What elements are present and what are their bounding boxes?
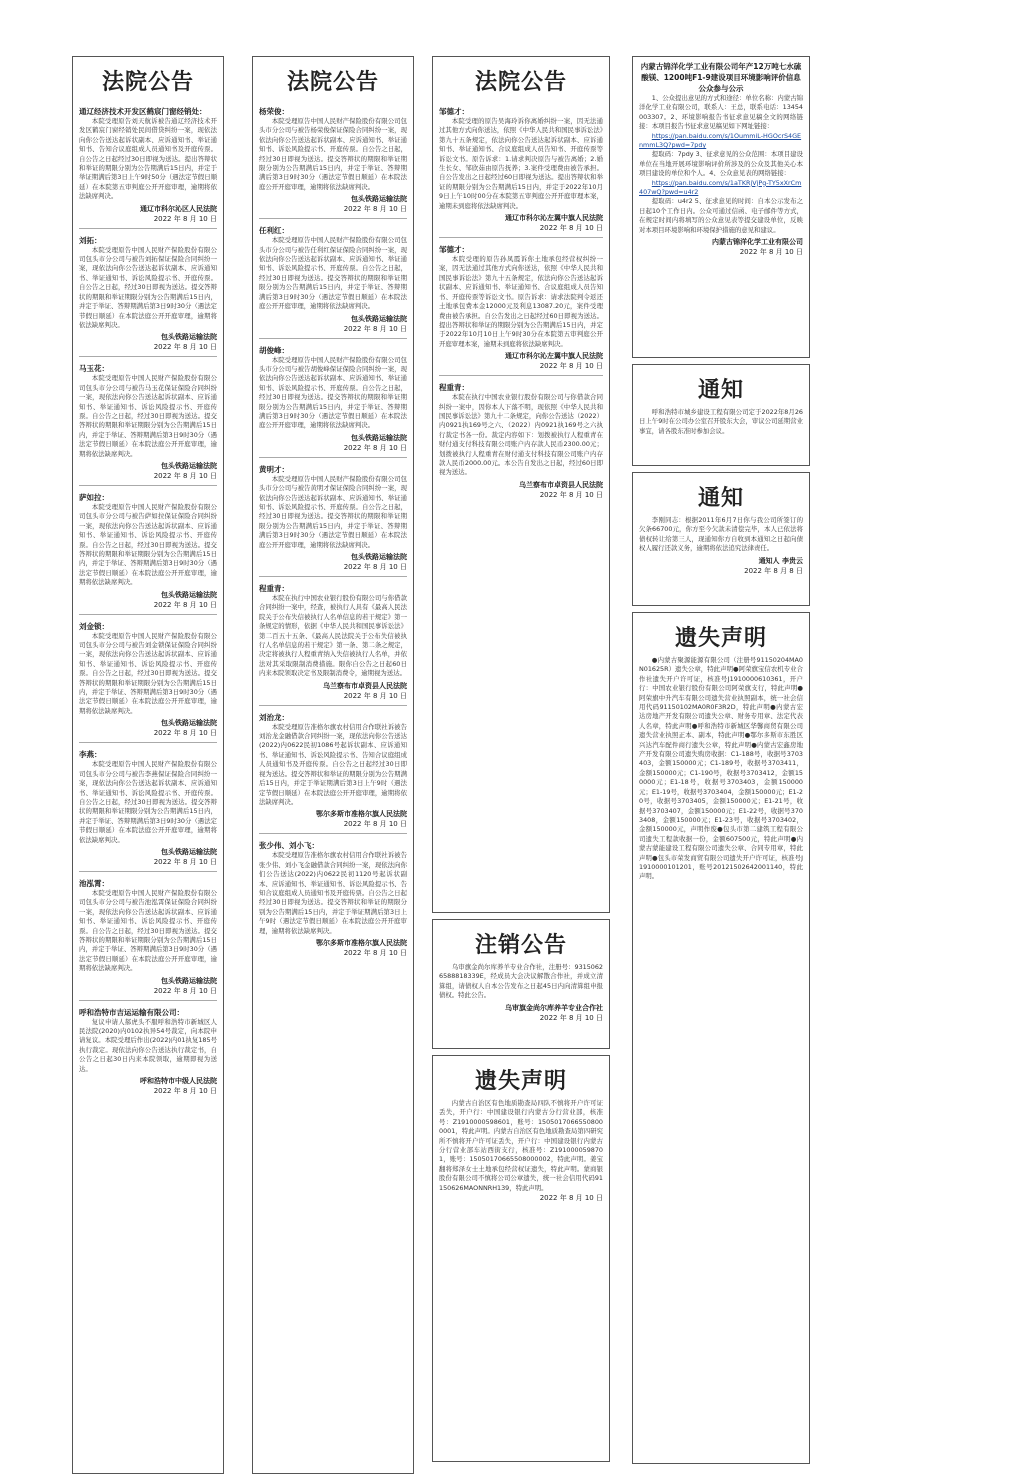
section-title: 法院公告 (101, 69, 194, 95)
notice-body: 提取码：u4r2 5、征求意见的时间：自本公示发布之日起10个工作日内。公众可通过信函、电子邮件等方式，在规定时间内将填写的公众意见表等提交建设单位，反映对本项目环境影响和环境保护措施的意见和建议。 (639, 197, 803, 234)
notice-recipient: 邹德才： (439, 107, 469, 116)
notice-signature: 包头铁路运输法院 (351, 553, 407, 561)
notice-recipient: 刘拓： (79, 235, 102, 245)
notice-item (253, 833, 413, 958)
notice-recipient: 刘治龙： (259, 712, 289, 722)
notice-date: 2022 年 8 月 10 日 (343, 820, 407, 829)
section-title: 法院公告 (286, 69, 379, 95)
download-link[interactable]: https://pan.baidu.com/s/1aTKRjVjPg-TY5xXrCm407wQ?pwd=u4r2 (639, 178, 802, 197)
notice-item (253, 218, 413, 333)
notice-recipient: 任利红： (259, 226, 289, 236)
column-4 (632, 56, 810, 1470)
notice-body: 本院受理的原告孙凤霞诉你土地承包经营权纠纷一案，因无法通过其他方式向你送达，依照《中华人民共和国民事诉讼法》第九十五条规定，依法向你公告送达起诉状副本、应诉通知书、举证通知书、合议庭组成人员告知书、开庭传票等诉讼文书。原告诉求：请求法院判令返还土地承包费本金12000元及利息13087.20元，案件受理费由被告承担。自公告发出之日起经过60日即视为送达。提出答辩状和举证的期限分别为公告期满后15日内，并定于2022年10月10日上午9时30分在本院第五审判庭公开开庭审理本案，逾期未到庭将依法缺席判决。 (439, 255, 603, 348)
notice-signature: 鄂尔多斯市准格尔旗人民法院 (316, 810, 407, 819)
notice-signature: 通辽市科尔沁左翼中旗人民法院 (505, 352, 603, 361)
notice-signature: 包头铁路运输法院 (161, 719, 217, 728)
notice-signature: 呼和浩特市中级人民法院 (140, 1077, 217, 1086)
divider (79, 614, 217, 615)
notice-signature: 鄂尔多斯市准格尔旗人民法院 (316, 938, 407, 947)
notice-item (73, 228, 223, 353)
notice-item (253, 106, 413, 214)
notice-item (253, 338, 413, 453)
notice-date: 2022 年 8 月 10 日 (343, 948, 407, 957)
notice-date: 2022 年 8 月 10 日 (343, 563, 407, 571)
notice-recipient: 程重青： (439, 383, 469, 393)
notice-item (253, 576, 413, 701)
notice-date: 2022 年 8 月 10 日 (153, 986, 217, 995)
notice-box-1 (632, 364, 810, 466)
notice-recipient: 杨荣俊： (259, 107, 289, 116)
column-3 (432, 56, 610, 1468)
notice-recipient: 李燕： (79, 750, 102, 760)
notice-item (73, 1000, 223, 1096)
notice-signature: 包头铁路运输法院 (351, 314, 407, 323)
divider (259, 338, 407, 339)
divider (439, 237, 603, 238)
divider (259, 457, 407, 458)
download-link[interactable]: https://pan.baidu.com/s/1OummiL-HGOcrS4GEnmmL3Q?pwd=7pdy (639, 131, 802, 150)
notice-recipient: 马玉花： (79, 364, 109, 374)
notice-date: 2022 年 8 月 10 日 (539, 490, 603, 499)
notice-body: 复议申请人郝虎头不服呼和浩特市新城区人民法院(2020)内0102执异54号裁定，向本院申请复议。本院受理后作出(2022)内01执复185号执行裁定。现依法向你公告送达执行裁定书，自公告之日起30日内来本院领取，逾期即视为送达。 (79, 1017, 217, 1073)
notice-item (73, 614, 223, 739)
divider (259, 833, 407, 834)
divider (79, 485, 217, 486)
notice-body: 内蒙古自治区有色地质勘查局四队不慎将开户许可证丢失，开户行：中国建设银行内蒙古分行营业部，核准号：Z1910000598601，账号：15050170665508000001，特此声明。内蒙古自治区有色地质勘查局第四研究所不慎将开户许可证丢失，开户行：中国建设银行内蒙古分行营业部车站西街支行，核准号：Z1910000598701，账号：15050170665508000002，特此声明。姜宝翻将郑泽女士土地承包经营权证遗失，特此声明。蒙商银股份有限公司不慎将公司公章遗失，统一社会信用代码91150626MAONNRH139，特此声明。 (439, 1099, 603, 1192)
notice-body: 提取码：7pdy 3、征求意见的公众范围：本项目建设单位在当地开展环境影响评价所涉及的公众及其他关心本项目建设的单位和个人。4、公众意见表的网络链接： (639, 150, 803, 178)
notice-signature: 乌审旗金尚尔库养羊专业合作社 (505, 1003, 603, 1012)
notice-body: 乌审旗金尚尔库养羊专业合作社，注册号：93150626588818339E，经成员大会决议解散合作社，并成立清算组，请债权人自本公告发布之日起45日内向清算组申报债权。特此公告。 (439, 963, 603, 1000)
notice-body: 本院受理原告准格尔旗农村信用合作联社诉被告张少伟、刘小飞金融借款合同纠纷一案，现依法向你们公告送达(2022)内0622民初1120号起诉状副本、应诉通知书、举证通知书、诉讼风险提示书、告知合议庭组成人员通知书及开庭传票。自公告之日起经过30日即视为送达。提交答辩状和举证的期限分别为公告期满后15日内，并定于举证期满后第3日上午9时（遇法定节假日顺延）在本院法庭公开开庭审理，逾期将依法缺席判决。 (259, 851, 407, 935)
column-court-notices-1 (72, 56, 224, 1474)
notice-item (73, 742, 223, 867)
notice-date: 2022 年 8 月 10 日 (153, 214, 217, 223)
notice-signature: 包头铁路运输法院 (161, 847, 217, 856)
lost-notice-box (632, 612, 810, 1464)
notice-signature: 包头铁路运输法院 (351, 195, 407, 204)
section-title: 法院公告 (474, 69, 567, 95)
notice-body: 本院受理原告准格尔旗农村信用合作联社诉被告刘治龙金融借款合同纠纷一案，现依法向你公告送达(2022)内0622民初1086号起诉状副本、应诉通知书、举证通知书、诉讼风险提示书、告知合议庭组成人员通知书及开庭传票。自公告之日起经过30日即视为送达。提交答辩状和举证的期限分别为公告期满后15日内，并定于举证期满后第3日上午9时（遇法定节假日顺延）在本院法庭公开开庭审理，逾期将依法缺席判决。 (259, 722, 407, 806)
notice-date: 2022 年 8 月 10 日 (539, 1194, 603, 1203)
section-title: 遗失声明 (474, 1068, 567, 1094)
notice-item (433, 106, 609, 233)
notice-signature: 包头铁路运输法院 (161, 976, 217, 985)
notice-date: 2022 年 8 月 10 日 (539, 224, 603, 233)
notice-body: 本院受理原告中国人民财产保险股份有限公司包头市分公司与被告马玉花保证保险合同纠纷一案，现依法向你公告送达起诉状副本、应诉通知书、举证通知书、诉讼风险提示书、开庭传票。自公告之日起，经过30日即视为送达。提交答辩状的期限和举证期限分别为公告期满后15日内，并定于举证、答辩期满后第3日9时30分（遇法定节假日顺延）在本院法庭公开开庭审理，逾期将依法缺席判决。 (79, 374, 217, 458)
notice-recipient: 张少伟、刘小飞： (259, 841, 319, 851)
notice-recipient: 池泓霄： (79, 878, 109, 888)
notice-date: 2022 年 8 月 10 日 (153, 729, 217, 738)
notice-date: 2022 年 8 月 10 日 (153, 471, 217, 480)
notice-date: 2022 年 8 月 8 日 (744, 566, 803, 575)
notice-recipient: 程重青： (259, 584, 289, 593)
notice-list (433, 106, 609, 500)
notice-signature: 乌兰察布市卓资县人民法院 (519, 480, 603, 489)
notice-item (73, 871, 223, 996)
notice-list (253, 106, 413, 958)
divider (79, 1000, 217, 1001)
notice-body: 本院受理原告刘天航诉被告通辽经济技术开发区鹤宸门窗经销处民间借贷纠纷一案，现依法向你公告送达起诉状副本、应诉通知书、举证通知书、告知合议庭组成人员通知书及开庭传票。自公告之日起经过30日即视为送达。提出答辩状和举证的期限分别为公告期满后15日内，并定于举证期满后第3日上午9时50分（遇法定节假日顺延）在本院第五审判庭公开开庭审理，逾期将依法缺席判决。 (79, 117, 217, 201)
notice-body: 本院受理原告中国人民财产保险股份有限公司包头市分公司与被告胡俊峰保证保险合同纠纷一案，现依法向你公告送达起诉状副本、应诉通知书、举证通知书、诉讼风险提示书、开庭传票。自公告之日起，经过30日即视为送达。提交答辩状的期限和举证期限分别为公告期满后15日内，并定于举证、答辩期满后第3日9时30分（遇法定节假日顺延）在本院法庭公开开庭审理，逾期将依法缺席判决。 (259, 355, 407, 430)
notice-body: 本院受理原告中国人民财产保险股份有限公司包头市分公司与被告刘金锁保证保险合同纠纷一案，现依法向你公告送达起诉状副本、应诉通知书、举证通知书、诉讼风险提示书、开庭传票。自公告之日起，经过30日即视为送达。提交答辩状的期限和举证期限分别为公告期满后15日内，并定于举证、答辩期满后第3日9时30分（遇法定节假日顺延）在本院法庭公开开庭审理，逾期将依法缺席判决。 (79, 631, 217, 715)
notice-body: ●内蒙古聚源能源有限公司（注册号91150204MA0N01625R）遗失公章，特此声明●阿荣旗宝信农机专业合作社遗失开户许可证，核准号J1910000610361，开户行：中国农业银行股份有限公司阿荣旗支行，特此声明●阿荣旗中升汽车有限公司遗失营业执照副本，统一社会信用代码91150102MA0R0F3R2D，特此声明●内蒙古宏达房地产开发有限公司遗失公章、财务专用章、法定代表人名章，特此声明●呼和浩特市新城区华馨商贸有限公司遗失营业执照正本、副本，特此声明●鄂尔多斯市东胜区兴达汽车配件商行遗失公章，特此声明●内蒙古宏鑫房地产开发有限公司遗失购房收据：C1-188号，收据号3703403，金额150000元；C1-189号，收据号3703411，金额150000元；C1-190号，收据号3703412，金额150000元；E1-18号，收据号3703403，金额150000元；E1-19号，收据号3703404，金额150000元；E1-20号，收据号3703405，金额150000元；E1-21号，收据号3703407，金额150000元；E1-22号，收据号3703408，金额150000元；E1-23号，收据号3703402，金额150000元，声明作废●包头市第二建筑工程有限公司遗失工程款收据一份，金额607500元，特此声明●内蒙古蒙能建设工程有限公司遗失公章、合同专用章，特此声明●包头市荣发商贸有限公司遗失开户许可证，核准号J1910000101201，账号20121502642001140，特此声明。 (639, 656, 803, 881)
notice-body: 本院受理原告中国人民财产保险股份有限公司包头市分公司与被告池泓霄保证保险合同纠纷一案，现依法向你公告送达起诉状副本、应诉通知书、举证通知书、诉讼风险提示书、开庭传票。自公告之日起，经过30日即视为送达。提交答辩状的期限和举证期限分别为公告期满后15日内，并定于举证、答辩期满后第3日9时30分（遇法定节假日顺延）在本院法庭公开开庭审理，逾期将依法缺席判决。 (79, 888, 217, 973)
notice-recipient: 萨如拉： (79, 492, 109, 502)
env-notice-box (632, 56, 810, 358)
notice-item (73, 485, 223, 610)
notice-date: 2022 年 8 月 10 日 (539, 362, 603, 371)
notice-date: 2022 年 8 月 10 日 (343, 691, 407, 700)
notice-signature: 包头铁路运输法院 (161, 461, 217, 470)
notice-recipient: 邹德才： (439, 245, 469, 255)
notice-body: 本院受理原告中国人民财产保险股份有限公司包头市分公司与被告任利红保证保险合同纠纷一案，现依法向你公告送达起诉状副本、应诉通知书、举证通知书、诉讼风险提示书、开庭传票。自公告之日起，经过30日即视为送达。提交答辩状的期限和举证期限分别为公告期满后15日内，并定于举证、答辩期满后第3日9时30分（遇法定节假日顺延）在本院法庭公开开庭审理，逾期将依法缺席判决。 (259, 236, 407, 311)
notice-body: 本院在执行中国农业银行股份有限公司与你借款合同纠纷一案中，经查，被执行人具有《最高人民法院关于公布失信被执行人名单信息的若干规定》第一条规定的情形，依据《中华人民共和国民事诉讼法》第二百五十五条、《最高人民法院关于公布失信被执行人名单信息的若干规定》第一条、第二条之规定，决定将被执行人程重青纳入失信被执行人名单，并依法对其采取限制消费措施。限你自公告之日起60日内来本院领取决定书及限制消费令，逾期视为送达。 (259, 594, 407, 678)
notice-signature: 通辽市科尔沁左翼中旗人民法院 (505, 214, 603, 223)
notice-recipient: 黄明才： (259, 464, 289, 474)
notice-item (253, 705, 413, 830)
notice-list (73, 106, 223, 1096)
notice-signature: 内蒙古锦洋化学工业有限公司 (712, 238, 803, 247)
divider (259, 576, 407, 577)
notice-body: 本院受理的原告吴海玲诉你离婚纠纷一案，因无法通过其他方式向你送达，依照《中华人民共和国民事诉讼法》第九十五条规定，依法向你公告送达起诉状副本、应诉通知书、举证通知书、合议庭组成人员告知书、开庭传票等诉讼文书。原告诉求：1.请求判决原告与被告离婚；2.婚生长女、邹欣茹由原告抚养；3.案件受理费由被告承担。自公告发出之日起经过60日即视为送达。提出答辩状和举证的期限分别为公告期满后15日内，并定于2022年10月9日上午10时00分在本院第五审判庭公开开庭审理本案，逾期未到庭将依法缺席判决。 (439, 117, 603, 210)
divider (259, 705, 407, 706)
section-title: 通知 (697, 377, 744, 403)
notice-item (433, 237, 609, 371)
column-court-notices-2 (252, 56, 414, 1474)
section-title: 注销公告 (474, 932, 567, 958)
lost-notice-box (432, 1055, 610, 1462)
divider (79, 871, 217, 872)
notice-body: 呼和浩特市城乡建设工程有限公司定于2022年8月26日上午9时在公司办公室召开股东大会，审议公司延期营业事宜，请各股东准时参加会议。 (639, 408, 803, 435)
notice-date: 2022 年 8 月 10 日 (343, 324, 407, 333)
divider (79, 742, 217, 743)
notice-body: 本院受理原告中国人民财产保险股份有限公司包头市分公司与被告杨荣俊保证保险合同纠纷一案，现依法向你公告送达起诉状副本、应诉通知书、举证通知书、诉讼风险提示书、开庭传票。自公告之日起，经过30日即视为送达。提交答辩状的期限和举证期限分别为公告期满后15日内，并定于举证、答辩期满后第3日9时30分（遇法定节假日顺延）在本院法庭公开开庭审理，逾期将依法缺席判决。 (259, 117, 407, 191)
notice-recipient: 通辽经济技术开发区鹤宸门窗经销处： (79, 107, 207, 116)
divider (439, 375, 603, 376)
notice-box-2 (632, 472, 810, 606)
notice-date: 2022 年 8 月 10 日 (343, 205, 407, 214)
section-title: 通知 (697, 485, 744, 511)
notice-date: 2022 年 8 月 10 日 (153, 600, 217, 609)
notice-item (73, 106, 223, 224)
notice-heading: 内蒙古锦洋化学工业有限公司年产12万吨七水硫酸镁、1200吨F1-9建设项目环境影响评价信息公众参与公示 (640, 62, 802, 93)
notice-body: 本院受理原告中国人民财产保险股份有限公司包头市分公司与被告黄明才保证保险合同纠纷一案，现依法向你公告送达起诉状副本、应诉通知书、举证通知书、诉讼风险提示书、开庭传票。自公告之日起，经过30日即视为送达。提交答辩状的期限和举证期限分别为公告期满后15日内，并定于举证、答辩期满后第3日9时30分（遇法定节假日顺延）在本院法庭公开开庭审理，逾期将依法缺席判决。 (259, 474, 407, 549)
notice-body: 本院受理原告中国人民财产保险股份有限公司包头市分公司与被告刘拓保证保险合同纠纷一案，现依法向你公告送达起诉状副本、应诉通知书、举证通知书、诉讼风险提示书、开庭传票。自公告之日起，经过30日即视为送达。提交答辩状的期限和举证期限分别为公告期满后15日内，并定于举证、答辩期满后第3日9时30分（遇法定节假日顺延）在本院法庭公开开庭审理，逾期将依法缺席判决。 (79, 245, 217, 329)
notice-recipient: 呼和浩特市吉运运输有限公司： (79, 1007, 184, 1017)
notice-body: 1、公众提出意见的方式和途径：单位名称：内蒙古锦洋化学工业有限公司，联系人：王总，联系电话：13454003307。2、环境影响报告书征求意见稿全文的网络链接：本项目报告书征求意见稿见如下网址链接： (639, 94, 803, 131)
section-title: 遗失声明 (674, 625, 767, 651)
notice-signature: 通辽市科尔沁区人民法院 (140, 204, 217, 213)
notice-signature: 包头铁路运输法院 (161, 590, 217, 599)
notice-item (73, 356, 223, 481)
notice-date: 2022 年 8 月 10 日 (539, 1013, 603, 1022)
notice-date: 2022 年 8 月 10 日 (153, 343, 217, 352)
notice-signature: 通知人 李贵云 (758, 556, 803, 565)
court-notice-box (432, 56, 610, 913)
notice-date: 2022 年 8 月 10 日 (153, 1087, 217, 1096)
notice-body: 本院在执行中国农业银行股份有限公司与你借款合同纠纷一案中，因你本人下落不明，现依照《中华人民共和国民事诉讼法》第九十二条规定，向你公告送达（2022）内0921执169号之六、（2022）内0921执169号之六执行裁定书各一份。裁定内容如下：划拨被执行人程重青在财付通支付科技有限公司账户内存款人民币2300.00元；划拨被执行人程重青在财付通支付科技有限公司账户内存款人民币2000.00元。本公告自发出之日起，经过60日即视为送达。 (439, 393, 603, 477)
divider (259, 218, 407, 219)
notice-signature: 包头铁路运输法院 (351, 433, 407, 442)
notice-date: 2022 年 8 月 10 日 (343, 443, 407, 452)
notice-date: 2022 年 8 月 10 日 (739, 248, 803, 257)
divider (79, 228, 217, 229)
notice-recipient: 胡俊峰： (259, 345, 289, 355)
notice-body: 李刚同志：根据2011年6月7日你与我公司所签订的欠条66700元，你方至今欠款未清偿完毕，本人已依法将债权转让给第三人，现通知你方自收到本通知之日起向债权人履行还款义务，逾期将依法追究法律责任。 (639, 516, 803, 553)
notice-item (433, 375, 609, 500)
notice-recipient: 刘金锁： (79, 621, 109, 631)
cancel-notice-box (432, 919, 610, 1049)
notice-date: 2022 年 8 月 10 日 (153, 857, 217, 866)
notice-body: 本院受理原告中国人民财产保险股份有限公司包头市分公司与被告李燕保证保险合同纠纷一案，现依法向你公告送达起诉状副本、应诉通知书、举证通知书、诉讼风险提示书、开庭传票。自公告之日起，经过30日即视为送达。提交答辩状的期限和举证期限分别为公告期满后15日内，并定于举证、答辩期满后第3日9时30分（遇法定节假日顺延）在本院法庭公开开庭审理，逾期将依法缺席判决。 (79, 760, 217, 844)
notice-signature: 包头铁路运输法院 (161, 333, 217, 342)
divider (79, 356, 217, 357)
notice-body: 本院受理原告中国人民财产保险股份有限公司包头市分公司与被告萨如拉保证保险合同纠纷一案，现依法向你公告送达起诉状副本、应诉通知书、举证通知书、诉讼风险提示书、开庭传票。自公告之日起，经过30日即视为送达。提交答辩状的期限和举证期限分别为公告期满后15日内，并定于举证、答辩期满后第3日9时30分（遇法定节假日顺延）在本院法庭公开开庭审理，逾期将依法缺席判决。 (79, 502, 217, 587)
notice-signature: 乌兰察布市卓资县人民法院 (323, 681, 407, 690)
notice-item (253, 457, 413, 572)
